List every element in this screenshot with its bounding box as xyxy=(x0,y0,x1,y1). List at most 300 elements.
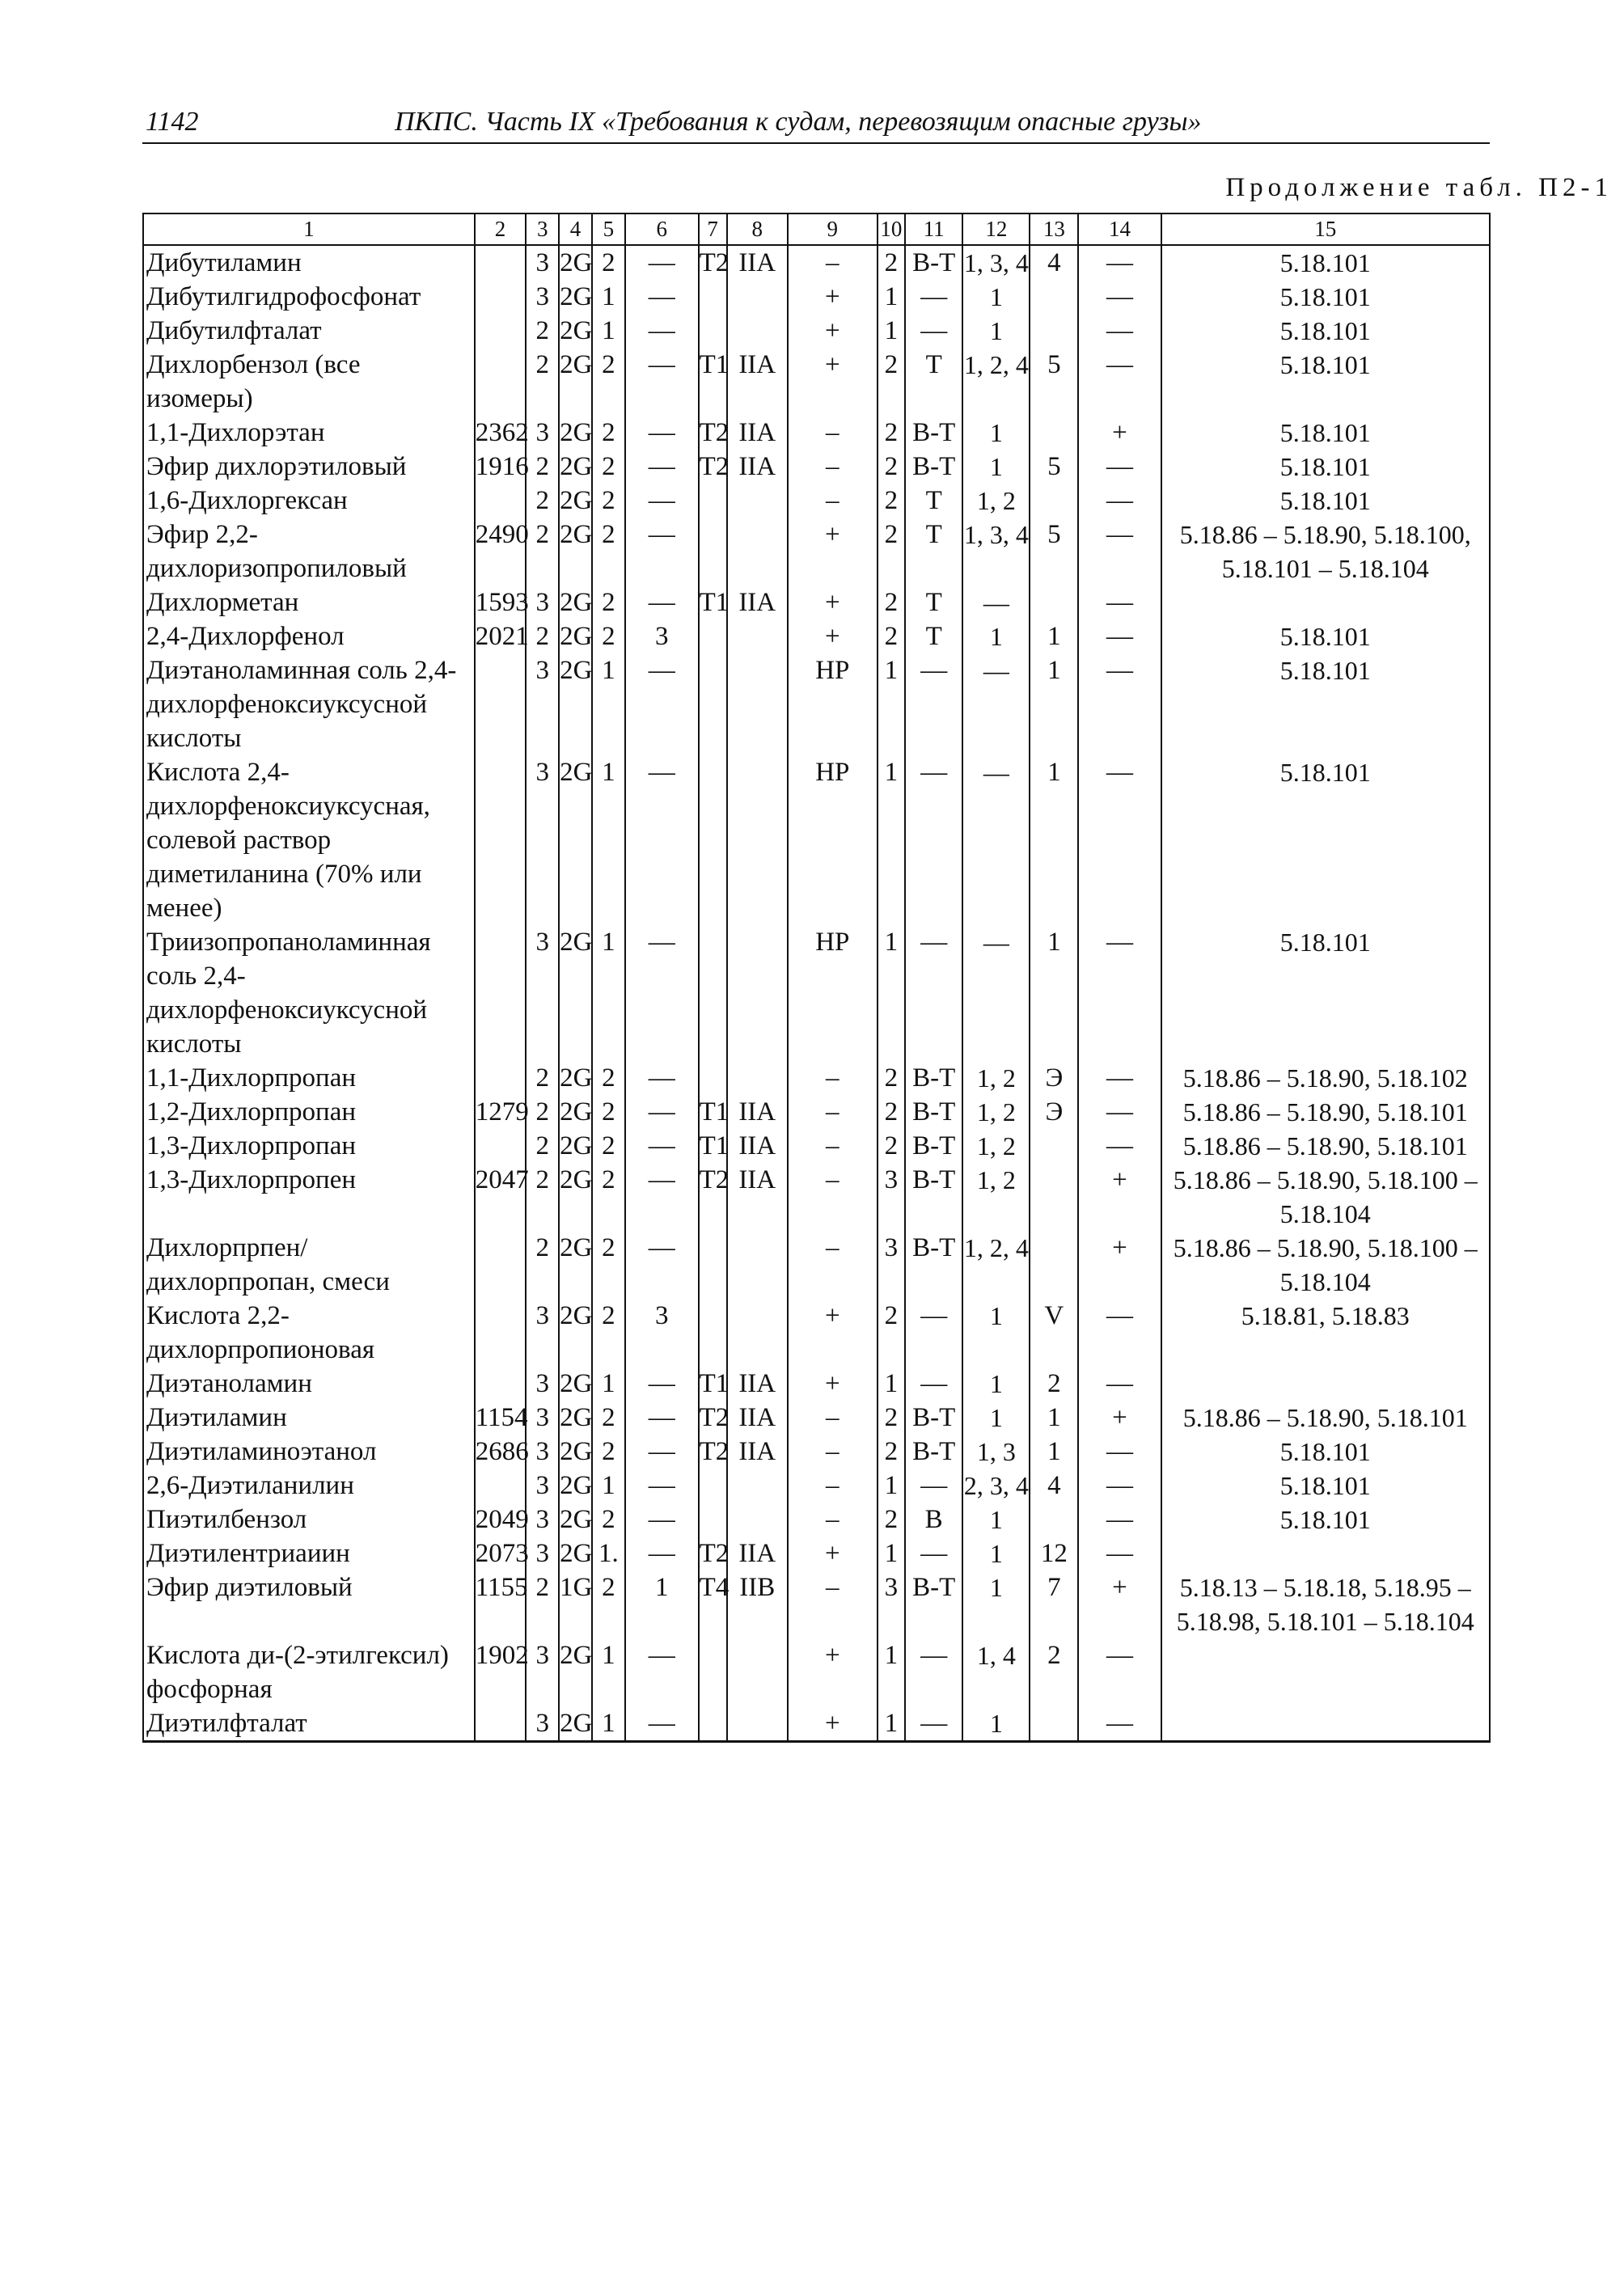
column-11-cell: B-T xyxy=(905,1163,963,1231)
un-number-cell xyxy=(475,245,527,280)
column-header-15: 15 xyxy=(1161,213,1490,245)
column-9-cell: – xyxy=(788,245,878,280)
table-row xyxy=(143,585,1490,619)
column-13-cell: 2 xyxy=(1030,1367,1078,1401)
column-11-cell: B-T xyxy=(905,1129,963,1163)
column-8-cell xyxy=(727,1638,788,1706)
requirements-ref-cell: 5.18.101 xyxy=(1161,348,1490,416)
column-7-cell xyxy=(699,1503,727,1536)
column-7-cell xyxy=(699,1061,727,1095)
column-4-cell: 2G xyxy=(559,416,592,450)
column-14-cell: — xyxy=(1078,518,1161,585)
column-11-cell: B-T xyxy=(905,245,963,280)
table-row xyxy=(143,518,1490,585)
column-14-cell: — xyxy=(1078,1536,1161,1570)
column-3-cell: 2 xyxy=(526,1095,559,1129)
requirements-ref-cell: 5.18.101 xyxy=(1161,314,1490,348)
column-9-cell: + xyxy=(788,1367,878,1401)
column-5-cell: 2 xyxy=(592,1061,625,1095)
column-14-cell: — xyxy=(1078,1061,1161,1095)
column-4-cell: 2G xyxy=(559,1231,592,1299)
column-5-cell: 1 xyxy=(592,1469,625,1503)
column-14-cell: — xyxy=(1078,1503,1161,1536)
un-number-cell xyxy=(475,1061,527,1095)
column-3-cell: 2 xyxy=(526,1231,559,1299)
column-5-cell: 2 xyxy=(592,1129,625,1163)
un-number-cell xyxy=(475,348,527,416)
column-13-cell: Э xyxy=(1030,1061,1078,1095)
column-4-cell: 2G xyxy=(559,653,592,755)
column-3-cell: 2 xyxy=(526,450,559,484)
substance-name-cell: Диэтиламин xyxy=(143,1401,475,1435)
column-header-1: 1 xyxy=(143,213,475,245)
column-4-cell: 2G xyxy=(559,1638,592,1706)
table-row xyxy=(143,1570,1490,1638)
column-7-cell: T2 xyxy=(699,416,727,450)
column-14-cell: — xyxy=(1078,585,1161,619)
column-11-cell: B-T xyxy=(905,450,963,484)
column-6-cell: — xyxy=(625,518,699,585)
column-9-cell: – xyxy=(788,416,878,450)
un-number-cell: 2490 xyxy=(475,518,527,585)
column-3-cell: 2 xyxy=(526,1129,559,1163)
column-12-cell: 1, 2 xyxy=(962,1129,1030,1163)
column-12-cell: 1 xyxy=(962,1536,1030,1570)
column-8-cell: IIA xyxy=(727,348,788,416)
column-14-cell: — xyxy=(1078,245,1161,280)
un-number-cell: 2073 xyxy=(475,1536,527,1570)
column-11-cell: T xyxy=(905,619,963,653)
column-6-cell: — xyxy=(625,585,699,619)
column-14-cell: + xyxy=(1078,1401,1161,1435)
column-14-cell: + xyxy=(1078,1231,1161,1299)
substance-name-cell: 2,4-Дихлорфенол xyxy=(143,619,475,653)
column-11-cell: B-T xyxy=(905,1095,963,1129)
un-number-cell: 2686 xyxy=(475,1435,527,1469)
column-11-cell: B-T xyxy=(905,1401,963,1435)
column-9-cell: – xyxy=(788,1129,878,1163)
column-10-cell: 2 xyxy=(878,585,905,619)
column-7-cell xyxy=(699,280,727,314)
substance-name-cell: Дихлорбензол (все изомеры) xyxy=(143,348,475,416)
column-12-cell: 2, 3, 4 xyxy=(962,1469,1030,1503)
substance-name-cell: Эфир диэтиловый xyxy=(143,1570,475,1638)
table-row xyxy=(143,1503,1490,1536)
substance-name-cell: Диэтилентриаиин xyxy=(143,1536,475,1570)
table-row xyxy=(143,1469,1490,1503)
column-6-cell: 3 xyxy=(625,1299,699,1367)
column-9-cell: – xyxy=(788,1163,878,1231)
table-row xyxy=(143,314,1490,348)
requirements-ref-cell: 5.18.86 – 5.18.90, 5.18.101 xyxy=(1161,1095,1490,1129)
column-3-cell: 2 xyxy=(526,484,559,518)
column-13-cell: 1 xyxy=(1030,1401,1078,1435)
column-5-cell: 1. xyxy=(592,1536,625,1570)
column-12-cell: 1 xyxy=(962,314,1030,348)
substance-name-cell: Кислота 2,2- дихлорпропионовая xyxy=(143,1299,475,1367)
requirements-ref-cell: 5.18.86 – 5.18.90, 5.18.102 xyxy=(1161,1061,1490,1095)
column-14-cell: — xyxy=(1078,1367,1161,1401)
column-6-cell: — xyxy=(625,925,699,1061)
column-6-cell: — xyxy=(625,1706,699,1742)
column-9-cell: – xyxy=(788,450,878,484)
column-6-cell: — xyxy=(625,280,699,314)
column-5-cell: 2 xyxy=(592,484,625,518)
column-6-cell: — xyxy=(625,416,699,450)
column-9-cell: + xyxy=(788,518,878,585)
substance-name-cell: 1,1-Дихлорпропан xyxy=(143,1061,475,1095)
column-3-cell: 3 xyxy=(526,245,559,280)
column-10-cell: 2 xyxy=(878,348,905,416)
column-8-cell xyxy=(727,1706,788,1742)
column-9-cell: – xyxy=(788,1469,878,1503)
un-number-cell xyxy=(475,755,527,925)
substance-name-cell: Эфир дихлорэтиловый xyxy=(143,450,475,484)
column-14-cell: — xyxy=(1078,755,1161,925)
column-10-cell: 2 xyxy=(878,1299,905,1367)
column-12-cell: 1 xyxy=(962,1503,1030,1536)
un-number-cell: 1916 xyxy=(475,450,527,484)
table-body xyxy=(143,245,1490,1742)
column-6-cell: — xyxy=(625,348,699,416)
column-9-cell: – xyxy=(788,1435,878,1469)
column-header-3: 3 xyxy=(526,213,559,245)
column-6-cell: — xyxy=(625,1163,699,1231)
column-4-cell: 2G xyxy=(559,1061,592,1095)
column-13-cell xyxy=(1030,1706,1078,1742)
column-8-cell xyxy=(727,518,788,585)
column-8-cell xyxy=(727,755,788,925)
column-6-cell: — xyxy=(625,1503,699,1536)
column-6-cell: — xyxy=(625,245,699,280)
column-11-cell: B-T xyxy=(905,1435,963,1469)
column-12-cell: 1, 4 xyxy=(962,1638,1030,1706)
column-13-cell: Э xyxy=(1030,1095,1078,1129)
column-6-cell: 3 xyxy=(625,619,699,653)
column-12-cell: 1, 3, 4 xyxy=(962,245,1030,280)
column-8-cell: IIA xyxy=(727,1401,788,1435)
un-number-cell xyxy=(475,1299,527,1367)
column-10-cell: 1 xyxy=(878,653,905,755)
column-7-cell: T1 xyxy=(699,1367,727,1401)
column-9-cell: – xyxy=(788,1401,878,1435)
column-11-cell: — xyxy=(905,1367,963,1401)
table-row xyxy=(143,1536,1490,1570)
column-9-cell: – xyxy=(788,1095,878,1129)
column-14-cell: — xyxy=(1078,280,1161,314)
column-12-cell: 1 xyxy=(962,1367,1030,1401)
table-row xyxy=(143,1299,1490,1367)
un-number-cell: 2049 xyxy=(475,1503,527,1536)
column-14-cell: + xyxy=(1078,416,1161,450)
column-5-cell: 2 xyxy=(592,1435,625,1469)
table-row xyxy=(143,450,1490,484)
column-10-cell: 2 xyxy=(878,1435,905,1469)
column-6-cell: — xyxy=(625,1469,699,1503)
column-6-cell: — xyxy=(625,1401,699,1435)
column-header-8: 8 xyxy=(727,213,788,245)
column-8-cell xyxy=(727,619,788,653)
column-7-cell xyxy=(699,1299,727,1367)
column-9-cell: НР xyxy=(788,925,878,1061)
running-title: ПКПС. Часть IX «Требования к судам, перевозящим опасные грузы» xyxy=(395,107,1202,137)
column-5-cell: 2 xyxy=(592,1231,625,1299)
column-9-cell: + xyxy=(788,280,878,314)
requirements-ref-cell: 5.18.86 – 5.18.90, 5.18.101 xyxy=(1161,1129,1490,1163)
column-14-cell: + xyxy=(1078,1570,1161,1638)
column-14-cell: — xyxy=(1078,1706,1161,1742)
column-8-cell xyxy=(727,1231,788,1299)
column-5-cell: 1 xyxy=(592,1367,625,1401)
column-8-cell: IIA xyxy=(727,1435,788,1469)
substance-name-cell: 1,1-Дихлорэтан xyxy=(143,416,475,450)
column-7-cell: T1 xyxy=(699,1129,727,1163)
column-3-cell: 2 xyxy=(526,1570,559,1638)
requirements-ref-cell: 5.18.13 – 5.18.18, 5.18.95 – 5.18.98, 5.18.101 – 5.18.104 xyxy=(1161,1570,1490,1638)
table-row xyxy=(143,925,1490,1061)
column-6-cell: — xyxy=(625,1231,699,1299)
column-8-cell: IIA xyxy=(727,1536,788,1570)
column-7-cell xyxy=(699,518,727,585)
column-13-cell: 1 xyxy=(1030,653,1078,755)
column-7-cell xyxy=(699,1469,727,1503)
column-14-cell: + xyxy=(1078,1163,1161,1231)
substance-name-cell: Дихлорметан xyxy=(143,585,475,619)
column-5-cell: 2 xyxy=(592,1503,625,1536)
column-4-cell: 2G xyxy=(559,450,592,484)
column-9-cell: НР xyxy=(788,653,878,755)
table-row xyxy=(143,1401,1490,1435)
column-13-cell xyxy=(1030,314,1078,348)
un-number-cell xyxy=(475,280,527,314)
un-number-cell xyxy=(475,925,527,1061)
column-8-cell xyxy=(727,280,788,314)
column-8-cell: IIA xyxy=(727,1129,788,1163)
column-5-cell: 1 xyxy=(592,755,625,925)
column-4-cell: 2G xyxy=(559,1163,592,1231)
requirements-ref-cell: 5.18.101 xyxy=(1161,1469,1490,1503)
column-12-cell: 1 xyxy=(962,1570,1030,1638)
requirements-ref-cell xyxy=(1161,1706,1490,1742)
column-13-cell xyxy=(1030,1231,1078,1299)
column-9-cell: + xyxy=(788,1706,878,1742)
column-5-cell: 2 xyxy=(592,416,625,450)
column-3-cell: 2 xyxy=(526,1163,559,1231)
table-row xyxy=(143,1231,1490,1299)
column-5-cell: 2 xyxy=(592,1570,625,1638)
page-number: 1142 xyxy=(146,107,199,137)
column-12-cell: 1, 2 xyxy=(962,1163,1030,1231)
column-12-cell: 1 xyxy=(962,450,1030,484)
column-3-cell: 2 xyxy=(526,619,559,653)
column-8-cell: IIA xyxy=(727,245,788,280)
requirements-ref-cell xyxy=(1161,1367,1490,1401)
column-10-cell: 1 xyxy=(878,1638,905,1706)
column-7-cell: T2 xyxy=(699,245,727,280)
column-12-cell: — xyxy=(962,653,1030,755)
column-4-cell: 2G xyxy=(559,1503,592,1536)
column-9-cell: – xyxy=(788,1570,878,1638)
column-13-cell: 5 xyxy=(1030,348,1078,416)
column-13-cell xyxy=(1030,280,1078,314)
column-5-cell: 1 xyxy=(592,314,625,348)
substance-name-cell: Диэтаноламинная соль 2,4-дихлорфеноксиуксусной кислоты xyxy=(143,653,475,755)
column-13-cell: 5 xyxy=(1030,450,1078,484)
column-11-cell: — xyxy=(905,653,963,755)
column-7-cell: T1 xyxy=(699,1095,727,1129)
requirements-ref-cell: 5.18.86 – 5.18.90, 5.18.101 xyxy=(1161,1401,1490,1435)
column-3-cell: 3 xyxy=(526,1299,559,1367)
column-6-cell: — xyxy=(625,1638,699,1706)
requirements-ref-cell: 5.18.101 xyxy=(1161,619,1490,653)
requirements-ref-cell: 5.18.101 xyxy=(1161,1503,1490,1536)
requirements-ref-cell xyxy=(1161,1638,1490,1706)
table-row xyxy=(143,619,1490,653)
column-4-cell: 2G xyxy=(559,1095,592,1129)
column-6-cell: — xyxy=(625,755,699,925)
column-13-cell: 12 xyxy=(1030,1536,1078,1570)
column-11-cell: T xyxy=(905,585,963,619)
column-6-cell: — xyxy=(625,484,699,518)
column-12-cell: 1, 3, 4 xyxy=(962,518,1030,585)
column-10-cell: 1 xyxy=(878,1469,905,1503)
column-4-cell: 2G xyxy=(559,619,592,653)
column-13-cell xyxy=(1030,484,1078,518)
column-5-cell: 2 xyxy=(592,1401,625,1435)
column-8-cell xyxy=(727,1469,788,1503)
requirements-ref-cell xyxy=(1161,1536,1490,1570)
column-4-cell: 2G xyxy=(559,484,592,518)
un-number-cell: 1279 xyxy=(475,1095,527,1129)
column-13-cell: 7 xyxy=(1030,1570,1078,1638)
requirements-ref-cell: 5.18.101 xyxy=(1161,416,1490,450)
table-row xyxy=(143,1163,1490,1231)
column-12-cell: 1, 2 xyxy=(962,1095,1030,1129)
substance-name-cell: Пиэтилбензол xyxy=(143,1503,475,1536)
table-row xyxy=(143,1061,1490,1095)
column-3-cell: 3 xyxy=(526,755,559,925)
requirements-ref-cell: 5.18.101 xyxy=(1161,245,1490,280)
column-13-cell xyxy=(1030,1163,1078,1231)
table-row xyxy=(143,1095,1490,1129)
column-3-cell: 3 xyxy=(526,585,559,619)
un-number-cell: 2021 xyxy=(475,619,527,653)
column-11-cell: — xyxy=(905,755,963,925)
column-14-cell: — xyxy=(1078,1469,1161,1503)
requirements-ref-cell: 5.18.101 xyxy=(1161,653,1490,755)
substance-name-cell: 2,6-Диэтиланилин xyxy=(143,1469,475,1503)
substance-name-cell: Триизопропаноламинная соль 2,4-дихлорфеноксиуксусной кислоты xyxy=(143,925,475,1061)
column-13-cell: 2 xyxy=(1030,1638,1078,1706)
column-14-cell: — xyxy=(1078,450,1161,484)
column-3-cell: 3 xyxy=(526,1706,559,1742)
column-14-cell: — xyxy=(1078,1299,1161,1367)
column-11-cell: B-T xyxy=(905,1570,963,1638)
column-8-cell xyxy=(727,314,788,348)
column-header-10: 10 xyxy=(878,213,905,245)
column-3-cell: 3 xyxy=(526,925,559,1061)
column-6-cell: — xyxy=(625,1536,699,1570)
column-9-cell: + xyxy=(788,619,878,653)
column-4-cell: 2G xyxy=(559,1706,592,1742)
column-header-4: 4 xyxy=(559,213,592,245)
column-9-cell: – xyxy=(788,1061,878,1095)
column-10-cell: 1 xyxy=(878,1536,905,1570)
requirements-ref-cell: 5.18.101 xyxy=(1161,280,1490,314)
column-12-cell: 1, 2 xyxy=(962,484,1030,518)
requirements-ref-cell: 5.18.86 – 5.18.90, 5.18.100 – 5.18.104 xyxy=(1161,1231,1490,1299)
column-10-cell: 2 xyxy=(878,450,905,484)
substance-name-cell: Кислота ди-(2-этилгексил) фосфорная xyxy=(143,1638,475,1706)
column-4-cell: 2G xyxy=(559,585,592,619)
column-5-cell: 2 xyxy=(592,348,625,416)
column-5-cell: 2 xyxy=(592,1163,625,1231)
column-13-cell: 1 xyxy=(1030,1435,1078,1469)
column-5-cell: 2 xyxy=(592,1299,625,1367)
un-number-cell: 2047 xyxy=(475,1163,527,1231)
column-6-cell: — xyxy=(625,1129,699,1163)
column-11-cell: — xyxy=(905,925,963,1061)
column-10-cell: 2 xyxy=(878,1095,905,1129)
column-header-2: 2 xyxy=(475,213,527,245)
column-3-cell: 2 xyxy=(526,314,559,348)
substance-name-cell: Диэтилфталат xyxy=(143,1706,475,1742)
column-12-cell: 1, 3 xyxy=(962,1435,1030,1469)
column-5-cell: 1 xyxy=(592,1706,625,1742)
column-10-cell: 1 xyxy=(878,280,905,314)
column-3-cell: 3 xyxy=(526,1503,559,1536)
column-14-cell: — xyxy=(1078,619,1161,653)
column-7-cell xyxy=(699,484,727,518)
column-14-cell: — xyxy=(1078,1638,1161,1706)
column-3-cell: 2 xyxy=(526,518,559,585)
column-5-cell: 1 xyxy=(592,1638,625,1706)
column-7-cell: T2 xyxy=(699,1435,727,1469)
requirements-ref-cell: 5.18.101 xyxy=(1161,1435,1490,1469)
column-4-cell: 2G xyxy=(559,280,592,314)
column-12-cell: 1, 2, 4 xyxy=(962,348,1030,416)
column-header-6: 6 xyxy=(625,213,699,245)
column-6-cell: — xyxy=(625,1435,699,1469)
table-row xyxy=(143,245,1490,280)
column-7-cell xyxy=(699,755,727,925)
column-5-cell: 2 xyxy=(592,1095,625,1129)
column-6-cell: — xyxy=(625,1061,699,1095)
column-4-cell: 2G xyxy=(559,348,592,416)
table-row xyxy=(143,484,1490,518)
column-4-cell: 2G xyxy=(559,1129,592,1163)
column-12-cell: 1 xyxy=(962,1401,1030,1435)
column-4-cell: 2G xyxy=(559,755,592,925)
column-10-cell: 3 xyxy=(878,1570,905,1638)
column-7-cell: T2 xyxy=(699,450,727,484)
requirements-ref-cell: 5.18.86 – 5.18.90, 5.18.100, 5.18.101 – 5.18.104 xyxy=(1161,518,1490,585)
column-5-cell: 2 xyxy=(592,450,625,484)
substance-name-cell: Дибутилгидрофосфонат xyxy=(143,280,475,314)
column-11-cell: — xyxy=(905,1299,963,1367)
column-6-cell: — xyxy=(625,653,699,755)
column-3-cell: 3 xyxy=(526,416,559,450)
column-9-cell: – xyxy=(788,1503,878,1536)
column-4-cell: 2G xyxy=(559,925,592,1061)
column-7-cell xyxy=(699,1706,727,1742)
table-row xyxy=(143,755,1490,925)
column-10-cell: 2 xyxy=(878,1061,905,1095)
column-11-cell: — xyxy=(905,1469,963,1503)
column-9-cell: + xyxy=(788,348,878,416)
column-header-13: 13 xyxy=(1030,213,1078,245)
column-11-cell: B-T xyxy=(905,1061,963,1095)
